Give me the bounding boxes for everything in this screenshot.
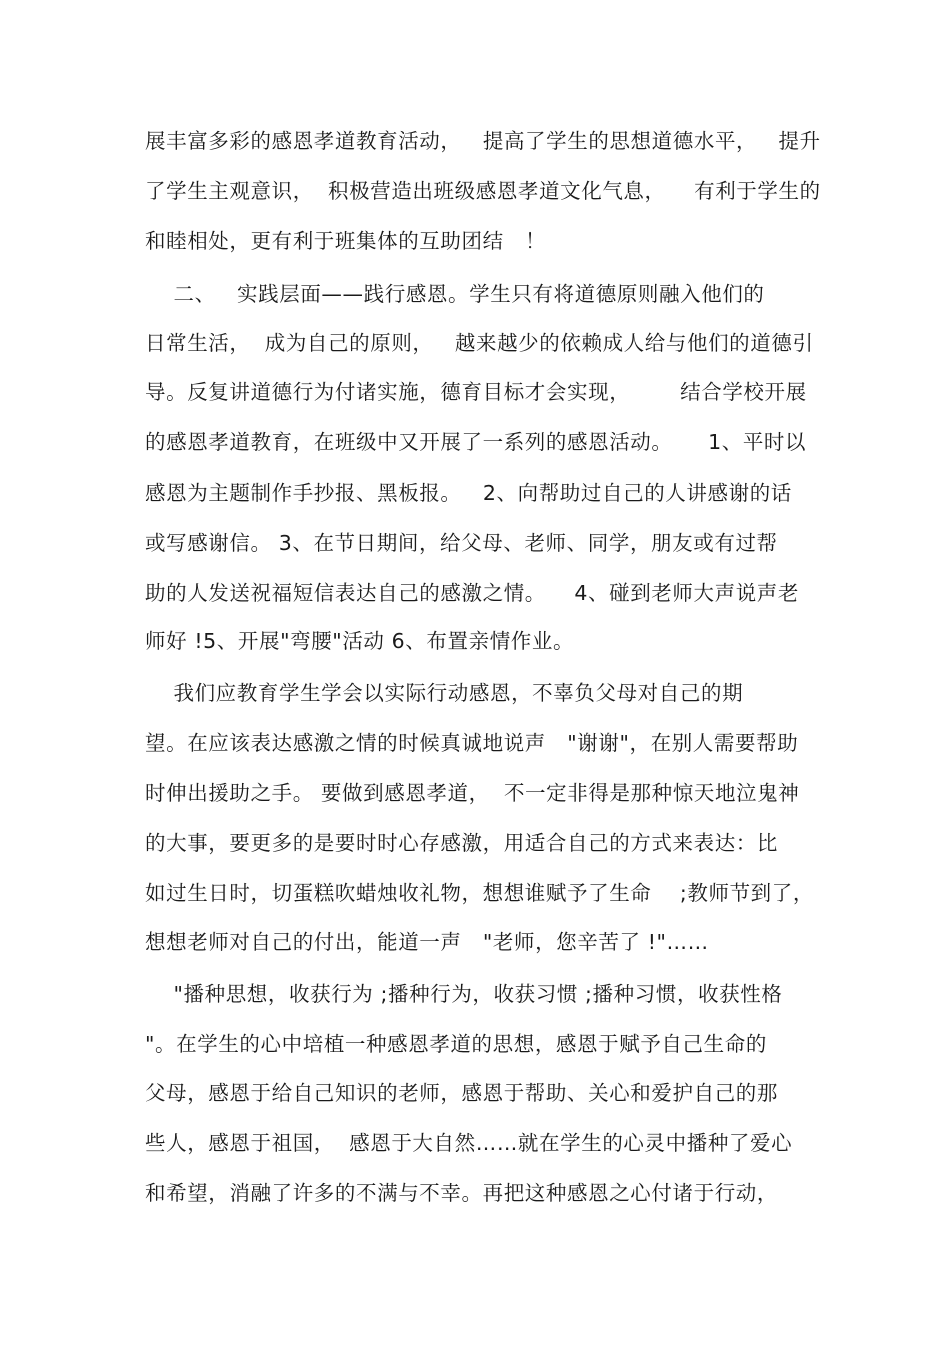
text-line: 和希望，消融了许多的不满与不幸。再把这种感恩之心付诸于行动， xyxy=(145,1181,778,1205)
text-line: 二、 实践层面——践行感恩。学生只有将道德原则融入他们的 xyxy=(145,282,765,306)
text-line: 想想老师对自己的付出，能道一声 "老师，您辛苦了 !"…… xyxy=(145,930,709,954)
text-line: 了学生主观意识， 积极营造出班级感恩孝道文化气息， 有利于学生的 xyxy=(145,179,821,203)
text-line: 日常生活， 成为自己的原则， 越来越少的依赖成人给与他们的道德引 xyxy=(145,331,814,355)
text-line: 感恩为主题制作手抄报、黑板报。 2、向帮助过自己的人讲感谢的话 xyxy=(145,481,792,505)
text-line: "。在学生的心中培植一种感恩孝道的思想，感恩于赋予自己生命的 xyxy=(145,1032,767,1056)
text-line: 的感恩孝道教育，在班级中又开展了一系列的感恩活动。 1、平时以 xyxy=(145,430,807,454)
text-line: 和睦相处，更有利于班集体的互助团结 ！ xyxy=(145,229,547,253)
text-line: 些人，感恩于祖国， 感恩于大自然……就在学生的心灵中播种了爱心 xyxy=(145,1131,793,1155)
text-line: 展丰富多彩的感恩孝道教育活动， 提高了学生的思想道德水平， 提升 xyxy=(145,129,821,153)
text-line: 如过生日时，切蛋糕吹蜡烛收礼物，想想谁赋予了生命 ;教师节到了， xyxy=(145,881,814,905)
text-line: 望。在应该表达感激之情的时候真诚地说声 "谢谢"，在别人需要帮助 xyxy=(145,731,799,755)
text-line: 我们应教育学生学会以实际行动感恩，不辜负父母对自己的期 xyxy=(145,681,744,705)
text-line: 父母，感恩于给自己知识的老师，感恩于帮助、关心和爱护自己的那 xyxy=(145,1081,778,1105)
text-line: 师好 !5、开展"弯腰"活动 6、布置亲情作业。 xyxy=(145,629,575,653)
text-line: 时伸出援助之手。 要做到感恩孝道， 不一定非得是那种惊天地泣鬼神 xyxy=(145,781,800,805)
text-line: 助的人发送祝福短信表达自己的感激之情。 4、碰到老师大声说声老 xyxy=(145,581,800,605)
text-line: 的大事，要更多的是要时时心存感激，用适合自己的方式来表达：比 xyxy=(145,831,778,855)
text-line: 导。反复讲道德行为付诸实施，德育目标才会实现， 结合学校开展 xyxy=(145,380,807,404)
text-line: "播种思想，收获行为 ;播种行为，收获习惯 ;播种习惯，收获性格 xyxy=(145,982,783,1006)
text-line: 或写感谢信。 3、在节日期间，给父母、老师、同学，朋友或有过帮 xyxy=(145,531,778,555)
